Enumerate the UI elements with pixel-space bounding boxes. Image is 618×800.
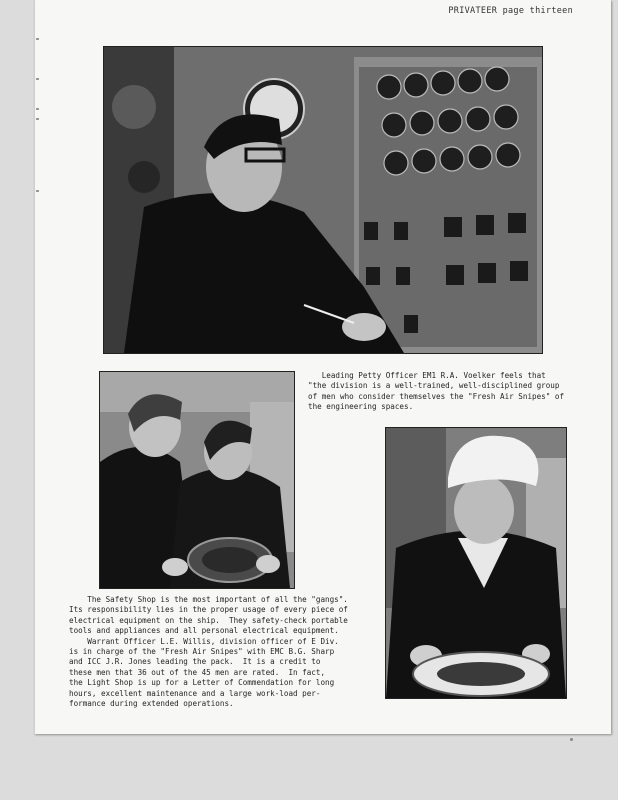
caption-voelker: Leading Petty Officer EM1 R.A. Voelker feels that "the division is a well-trained, well-disciplined group of men who consider themselves the "Fresh Air Snipes" of the engineering spaces. <box>308 371 565 412</box>
magazine-page <box>34 0 611 734</box>
page-header: PRIVATEER page thirteen <box>448 6 573 16</box>
caption-safety-shop: The Safety Shop is the most important of all the "gangs". Its responsibility lies in the proper usage of every piece of electrical equipment on the ship. They safety-check portable tools and appliances and all personal electrical equipment. Warrant Officer L.E. Willis, division officer of E Div. is in charge of the "Fresh Air Snipes" with EMC B.G. Sharp and ICC J.R. Jones leading the pack. It is a credit to these men that 36 out of the 45 men are rated. In fact, the Light Shop is up for a Letter of Commendation for long hours, excellent maintenance and a large work-load per- formance during extended operations. <box>69 595 348 709</box>
photo-sailor-white-cap <box>385 427 567 699</box>
photo-sailor-at-switchboard <box>103 46 543 354</box>
photo-safety-shop-men <box>99 371 295 589</box>
edge-speck <box>570 738 573 741</box>
